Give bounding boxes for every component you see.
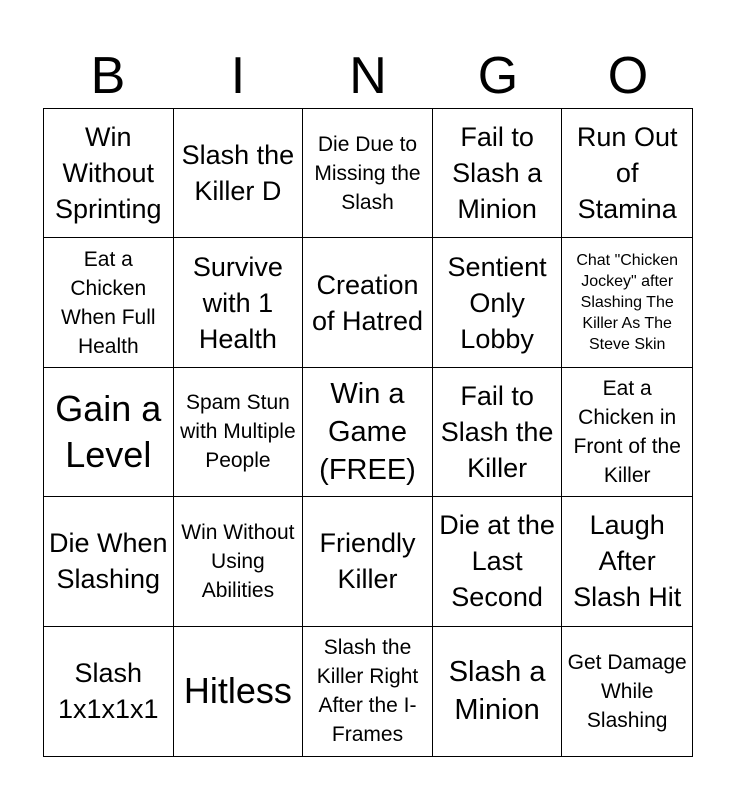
cell-label: Slash a Minion: [448, 656, 546, 727]
bingo-cell[interactable]: [174, 497, 304, 626]
bingo-cell[interactable]: [44, 368, 174, 497]
cell-label: Get Damage While Slashing: [567, 650, 687, 732]
cell-label: Win Without Sprinting: [55, 122, 162, 225]
bingo-cell[interactable]: [562, 627, 692, 756]
cell-label: Eat a Chicken When Full Health: [61, 247, 156, 358]
cell-label: Survive with 1 Health: [192, 251, 283, 354]
cell-label: Slash the Killer Right After the I-Frames: [316, 636, 419, 747]
cell-label: Spam Stun with Multiple People: [180, 391, 296, 473]
bingo-cell[interactable]: [303, 497, 433, 626]
bingo-header: [43, 44, 693, 108]
cell-label: Fail to Slash a Minion: [452, 122, 543, 225]
cell-label: Creation of Hatred: [311, 269, 424, 336]
cell-label: Slash 1x1x1x1: [58, 658, 159, 725]
bingo-cell[interactable]: [44, 109, 174, 238]
cell-label: Gain a Level: [55, 387, 162, 475]
cell-label: Eat a Chicken in Front of the Killer: [573, 376, 681, 487]
cell-label: Die at the Last Second: [439, 510, 555, 613]
bingo-cell[interactable]: [303, 109, 433, 238]
header-letter-n: N: [349, 47, 387, 105]
bingo-cell[interactable]: [433, 627, 563, 756]
cell-label: Win a Game (FREE): [319, 377, 416, 486]
bingo-cell[interactable]: [433, 238, 563, 367]
header-letter-b: B: [90, 47, 126, 105]
header-letter-g: G: [477, 47, 519, 105]
cell-label: Friendly Killer: [319, 528, 416, 595]
bingo-cell[interactable]: [174, 109, 304, 238]
cell-label: Sentient Only Lobby: [447, 251, 547, 354]
bingo-cell[interactable]: [174, 627, 304, 756]
bingo-cell[interactable]: [562, 368, 692, 497]
cell-label: Hitless: [183, 670, 292, 712]
bingo-cell[interactable]: [433, 497, 563, 626]
bingo-cell[interactable]: [174, 368, 304, 497]
bingo-cell[interactable]: [174, 238, 304, 367]
cell-label: Win Without Using Abilities: [181, 520, 295, 602]
cell-label: Die When Slashing: [49, 528, 168, 595]
bingo-cell[interactable]: [303, 627, 433, 756]
cell-label: Run Out of Stamina: [576, 122, 678, 225]
bingo-cell[interactable]: [44, 238, 174, 367]
cell-label: Laugh After Slash Hit: [573, 510, 682, 613]
bingo-cell[interactable]: [433, 109, 563, 238]
bingo-cell[interactable]: [562, 497, 692, 626]
bingo-cell[interactable]: [303, 368, 433, 497]
cell-label: Die Due to Missing the Slash: [314, 132, 421, 214]
bingo-board: [43, 108, 693, 757]
cell-label: Slash the Killer D: [181, 140, 295, 207]
header-letter-o: O: [607, 47, 649, 105]
bingo-cell[interactable]: [562, 109, 692, 238]
header-letter-i: I: [230, 47, 246, 105]
bingo-cell[interactable]: [562, 238, 692, 367]
bingo-cell[interactable]: [433, 368, 563, 497]
bingo-cell[interactable]: [44, 497, 174, 626]
cell-label: Fail to Slash the Killer: [440, 380, 554, 483]
bingo-cell[interactable]: [303, 238, 433, 367]
cell-label: Chat "Chicken Jockey" after Slashing The Killer As The Steve Skin: [576, 252, 679, 354]
bingo-cell[interactable]: [44, 627, 174, 756]
